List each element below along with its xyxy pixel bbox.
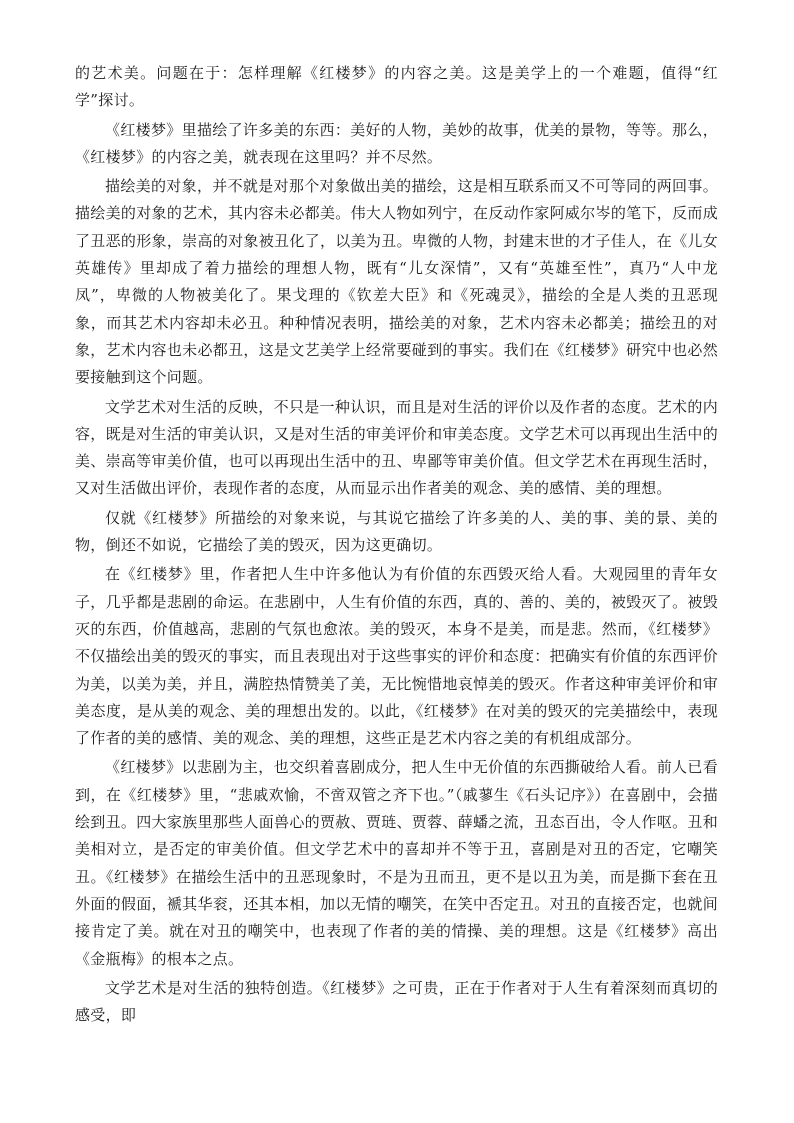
paragraph-3: 描绘美的对象，并不就是对那个对象做出美的描绘，这是相互联系而又不可等同的两回事。描绘美的对象的艺术，其内容未必都美。伟大人物如列宁，在反动作家阿威尔岑的笔下，反而成了丑恶的形象，崇高的对象被丑化了，以美为丑。卑微的人物，封建末世的才子佳人，在《儿女英雄传》里却成了着力描绘的理想人物，既有“儿女深情”，又有“英雄至性”，真乃“人中龙凤”，卑微的人物被美化了。果戈理的《钦差大臣》和《死魂灵》，描绘的全是人类的丑恶现象，而其艺术内容却未必丑。种种情况表明，描绘美的对象，艺术内容未必都美；描绘丑的对象，艺术内容也未必都丑，这是文艺美学上经常要碰到的事实。我们在《红楼梦》研究中也必然要接触到这个问题。 [75,177,718,387]
document-page [75,60,718,1031]
paragraph-2: 《红楼梦》里描绘了许多美的东西：美好的人物，美妙的故事，优美的景物，等等。那么，《红楼梦》的内容之美，就表现在这里吗？并不尽然。 [75,120,718,166]
paragraph-5: 仅就《红楼梦》所描绘的对象来说，与其说它描绘了许多美的人、美的事、美的景、美的物，倒还不如说，它描绘了美的毁灭，因为这更确切。 [75,508,718,555]
paragraph-7: 《红楼梦》以悲剧为主，也交织着喜剧成分，把人生中无价值的东西撕破给人看。前人已看到，在《红楼梦》里，“悲戚欢愉，不啻双管之齐下也。”（戚蓼生《石头记序》）在喜剧中，会描绘到丑。四大家族里那些人面兽心的贾赦、贾琏、贾蓉、薛蟠之流，丑态百出，令人作呕。丑和美相对立，是否定的审美价值。但文学艺术中的喜却并不等于丑，喜剧是对丑的否定，它嘲笑丑。《红楼梦》在描绘生活中的丑恶现象时，不是为丑而丑，更不是以丑为美，而是撕下套在丑外面的假面，褫其华衮，还其本相，加以无情的嘲笑，在笑中否定丑。对丑的直接否定，也就间接肯定了美。就在对丑的嘲笑中，也表现了作者的美的情操、美的理想。这是《红楼梦》高出《金瓶梅》的根本之点。 [75,758,718,968]
paragraph-8: 文学艺术是对生活的独特创造。《红楼梦》之可贵，正在于作者对于人生有着深刻而真切的感受，即 [75,978,718,1025]
paragraph-6: 在《红楼梦》里，作者把人生中许多他认为有价值的东西毁灭给人看。大观园里的青年女子，几乎都是悲剧的命运。在悲剧中，人生有价值的东西，真的、善的、美的，被毁灭了。被毁灭的东西，价值越高，悲剧的气氛也愈浓。美的毁灭，本身不是美，而是悲。然而，《红楼梦》不仅描绘出美的毁灭的事实，而且表现出对于这些事实的评价和态度：把确实有价值的东西评价为美，以美为美，并且，满腔热情赞美了美，无比惋惜地哀悼美的毁灭。作者这种审美评价和审美态度，是从美的观念、美的理想出发的。以此，《红楼梦》在对美的毁灭的完美描绘中，表现了作者的美的感情、美的观念、美的理想，这些正是艺术内容之美的有机组成部分。 [75,565,718,748]
paragraph-4: 文学艺术对生活的反映，不只是一种认识，而且是对生活的评价以及作者的态度。艺术的内容，既是对生活的审美认识，又是对生活的审美评价和审美态度。文学艺术可以再现出生活中的美、崇高等审美价值，也可以再现出生活中的丑、卑鄙等审美价值。但文学艺术在再现生活时，又对生活做出评价，表现作者的态度，从而显示出作者美的观念、美的感情、美的理想。 [75,397,718,498]
paragraph-1: 的艺术美。问题在于：怎样理解《红楼梦》的内容之美。这是美学上的一个难题，值得“红学”探讨。 [75,64,718,110]
